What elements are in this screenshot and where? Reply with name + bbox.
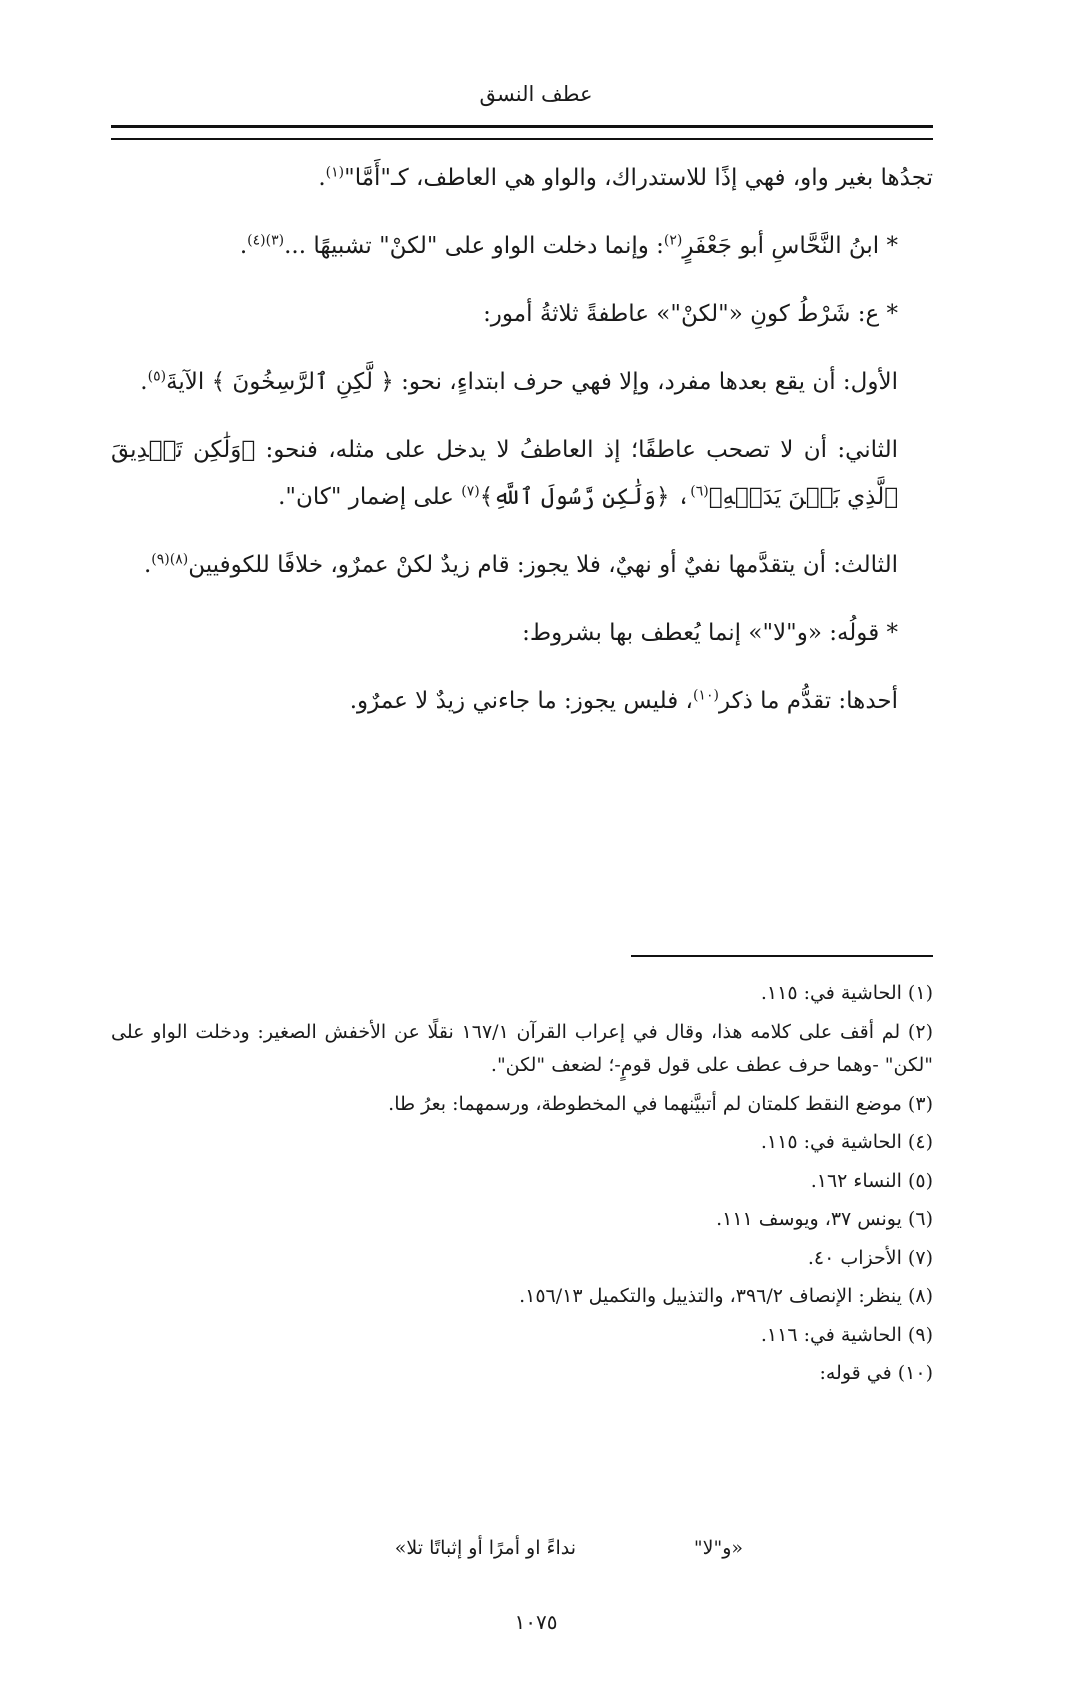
footnote-marker: (٨)(٩) — [151, 551, 189, 568]
footnote-marker: (١) — [325, 164, 345, 181]
paragraph: تجدُها بغير واو، فهي إذًا للاستدراك، والواو هي العاطف، كـ"أَمَّا"$^{(١)}$. — [318, 164, 933, 191]
footnote: (٣) موضع النقط كلمتان لم أتبيَّنهما في المخطوطة، ورسمهما: بعرُ طا. — [388, 1092, 933, 1115]
footnote: (٥) النساء ١٦٢. — [810, 1169, 933, 1192]
header-rule-thin — [111, 138, 933, 140]
footnote: (١٠) في قوله: — [819, 1362, 933, 1384]
footnote: (٤) الحاشية في: ١١٥. — [760, 1131, 933, 1153]
footnote: (٧) الأحزاب ٤٠. — [807, 1246, 933, 1269]
footnote: (٨) ينظر: الإنصاف ٣٩٦/٢، والتذييل والتكميل ١٥٦/١٣. — [519, 1285, 933, 1307]
footnote: (٢) لم أقف على كلامه هذا، وقال في إعراب القرآن ١٦٧/١ نقلًا عن الأخفش الصغير: ودخلت الواو على "لكن" -وهما حرف عطف على قول قومٍ-؛ لضعف "لكن". — [111, 1020, 933, 1076]
paragraph: الثالث: أن يتقدَّمها نفيٌ أو نهيٌ، فلا يجوز: قام زيدٌ لكنْ عمرٌو، خلافًا للكوفيين$^{(٨)(٩)}$. — [143, 551, 898, 578]
footnote-separator — [631, 955, 933, 957]
running-header: عطف النسق — [479, 82, 593, 106]
paragraph: أحدها: تقدُّم ما ذكر$^{(١٠)}$، فليس يجوز: ما جاءني زيدٌ لا عمرٌو. — [349, 687, 898, 714]
footnote-marker: (٦) — [690, 483, 709, 500]
paragraph: * قولُه: «و"لا"» إنما يُعطف بها بشروط: — [522, 620, 898, 646]
paragraph: الأول: أن يقع بعدها مفرد، وإلا فهي حرف ابتداءٍ، نحو: ﴿ لَّكِنِ ٱلرَّسِخُونَ ﴾ الآيةَ$^{(٥)}$. — [140, 368, 898, 395]
header-rule-thick — [111, 125, 933, 128]
footnote-marker: (٥) — [147, 368, 167, 385]
footnote-marker: (٣)(٤) — [247, 232, 285, 249]
footnote: (١) الحاشية في: ١١٥. — [760, 982, 933, 1004]
verse-second-hemistich: نداءً او أمرًا أو إثباتًا تلا» — [394, 1537, 576, 1559]
footnote-marker: (٢) — [663, 232, 683, 249]
main-text — [111, 155, 933, 746]
footnote: (٩) الحاشية في: ١١٦. — [760, 1323, 933, 1346]
footnote-marker: (١٠) — [692, 687, 719, 704]
page-number: ١٠٧٥ — [514, 1610, 558, 1634]
paragraph: الثاني: أن لا تصحب عاطفًا؛ إذ العاطفُ لا يدخل على مثله، فنحو: ﴿وَلَٰكِن تَصۡدِيقَ ٱلَّذِي بَيۡنَ يَدَيۡهِ﴾$^{(٦)}$، ﴿وَلَٰكِن رَّسُولَ ٱللَّهِ﴾$^{(٧)}$ على إضمار "كان". — [111, 437, 898, 510]
paragraph: * ع: شَرْطُ كونِ «"لكنْ"» عاطفةً ثلاثةُ أمور: — [483, 301, 898, 327]
paragraph: * ابنُ النَّحَّاسِ أبو جَعْفَرٍ$^{(٢)}$: وإنما دخلت الواو على "لكنْ" تشبيهًا ...$^{(٣)(٤)}$. — [239, 232, 898, 259]
footnotes — [111, 977, 933, 1396]
verse-first-hemistich: «و"لا" — [693, 1537, 743, 1559]
footnote-marker: (٧) — [461, 483, 480, 500]
footnote: (٦) يونس ٣٧، ويوسف ١١١. — [716, 1208, 933, 1230]
